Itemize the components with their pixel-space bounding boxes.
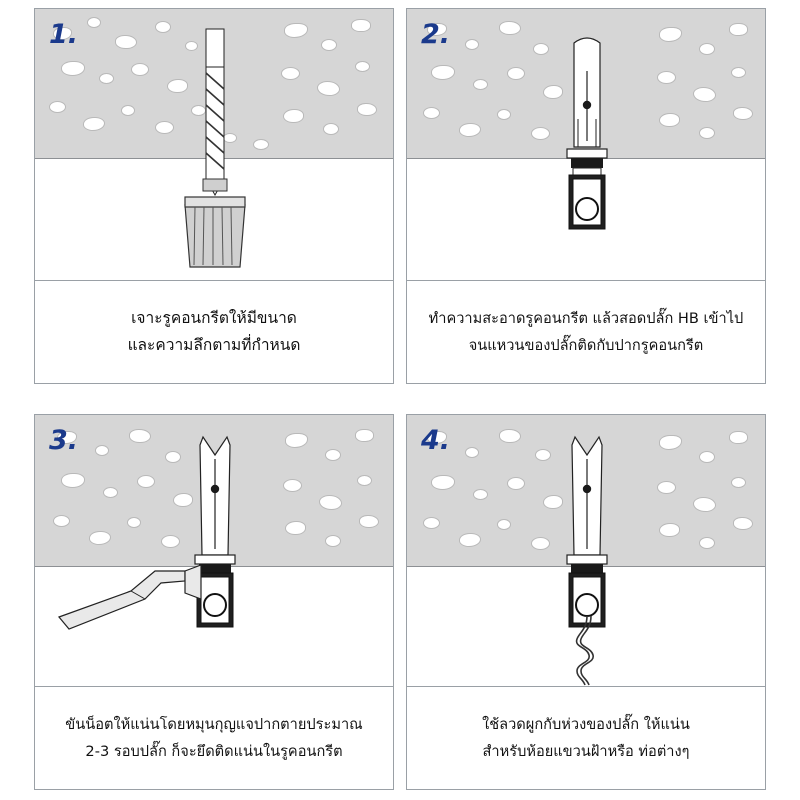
step-caption-4 bbox=[407, 686, 765, 789]
caption-line: ใช้ลวดผูกกับห่วงของปลั๊ก ให้แน่น bbox=[482, 716, 690, 733]
step-number-4: 4. bbox=[421, 425, 451, 456]
wrench-icon bbox=[35, 415, 393, 687]
step-panel-3 bbox=[34, 414, 394, 790]
drill-bit-icon bbox=[35, 9, 393, 281]
anchor-plug-icon bbox=[407, 9, 765, 281]
step-panel-1 bbox=[34, 8, 394, 384]
step-2-illustration bbox=[407, 9, 765, 281]
step-number-1: 1. bbox=[49, 19, 79, 50]
step-number-3: 3. bbox=[49, 425, 79, 456]
caption-line: จนแหวนของปลั๊กติดกับปากรูคอนกรีต bbox=[468, 337, 704, 354]
step-4-illustration bbox=[407, 415, 765, 687]
step-1-illustration bbox=[35, 9, 393, 281]
wire-loop-icon bbox=[407, 415, 765, 687]
caption-line: สำหรับห้อยแขวนฝ้าหรือ ท่อต่างๆ bbox=[482, 743, 690, 760]
step-caption-3 bbox=[35, 686, 393, 789]
step-caption-2 bbox=[407, 280, 765, 383]
steps-grid bbox=[34, 8, 766, 790]
caption-line: ทำความสะอาดรูคอนกรีต แล้วสอดปลั๊ก HB เข้าไป bbox=[428, 310, 744, 327]
caption-line: และความลึกตามที่กำหนด bbox=[127, 336, 301, 354]
step-caption-1 bbox=[35, 280, 393, 383]
step-panel-4 bbox=[406, 414, 766, 790]
caption-line: ขันน็อตให้แน่นโดยหมุนกุญแจปากตายประมาณ bbox=[65, 716, 363, 733]
caption-line: เจาะรูคอนกรีตให้มีขนาด bbox=[131, 309, 297, 327]
step-panel-2 bbox=[406, 8, 766, 384]
step-number-2: 2. bbox=[421, 19, 451, 50]
caption-line: 2-3 รอบปลั๊ก ก็จะยึดติดแน่นในรูคอนกรีต bbox=[85, 743, 343, 760]
step-3-illustration bbox=[35, 415, 393, 687]
